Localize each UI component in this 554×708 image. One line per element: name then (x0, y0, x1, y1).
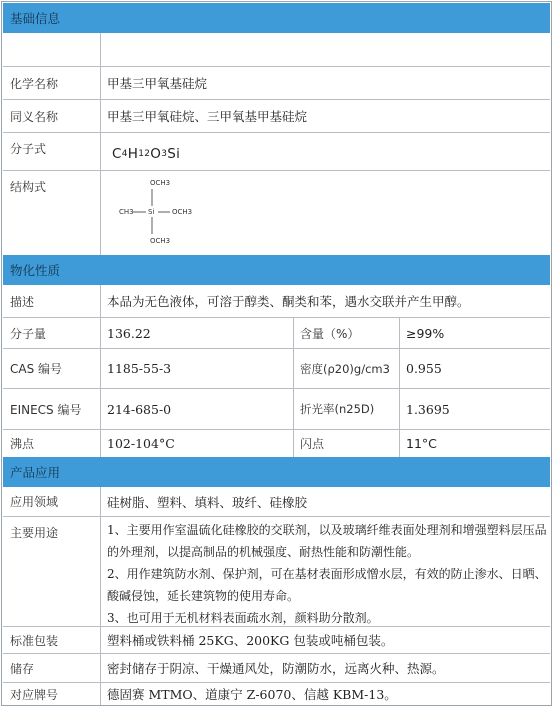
row-main-uses (3, 516, 550, 626)
row-packaging (3, 626, 550, 653)
section-header-application (3, 457, 550, 487)
row-label: 同义名称 (10, 109, 59, 124)
row-value: 密封储存于阴凉、干燥通风处，防潮防水，远离火种、热源。 (107, 661, 445, 676)
product-spec-sheet (1, 1, 552, 706)
row-value-2: 1.3695 (406, 401, 450, 417)
row-label: EINECS 编号 (10, 402, 82, 417)
row-value: 硅树脂、塑料、填料、玻纤、硅橡胶 (107, 494, 308, 510)
row-label-2: 含量（%） (300, 326, 360, 341)
row-synonyms (3, 99, 550, 132)
row-structure (3, 170, 550, 255)
row-value-2: 11°C (406, 436, 437, 451)
struct-right-group: OCH3 (172, 208, 193, 216)
section-header-basic-info (3, 3, 550, 33)
row-value: 德固赛 MTMO、道康宁 Z-6070、信越 KBM-13。 (107, 687, 397, 702)
row-formula (3, 132, 550, 170)
row-application-field (3, 487, 550, 516)
row-label: 沸点 (10, 437, 35, 451)
row-label: 标准包装 (10, 633, 59, 648)
row-value: 136.22 (107, 325, 151, 341)
row-label: 主要用途 (10, 526, 59, 540)
row-cas (3, 348, 550, 388)
row-label-2: 闪点 (300, 437, 325, 451)
row-label: 储存 (10, 661, 35, 676)
structural-formula (103, 171, 223, 255)
row-chemical-name (3, 66, 550, 99)
struct-top-group: OCH3 (150, 179, 171, 187)
row-label: 分子量 (10, 326, 47, 341)
row-value: 塑料桶或铁料桶 25KG、200KG 包装或吨桶包装。 (107, 633, 394, 648)
section-title: 产品应用 (10, 465, 61, 480)
struct-bottom-group: OCH3 (150, 237, 171, 245)
row-label: 分子式 (10, 142, 47, 156)
uses-line: 2、用作建筑防水剂、保护剂，可在基材表面形成憎水层，有效的防止渗水、日晒、 (107, 567, 547, 581)
row-label: 对应牌号 (10, 687, 59, 702)
uses-line: 的外理剂，以提高制品的机械强度、耐热性能和防潮性能。 (107, 545, 420, 559)
molecular-formula: C 4 H 12 O 3 Si (112, 145, 181, 162)
row-molecular-weight (3, 317, 550, 348)
row-value: 本品为无色液体，可溶于醇类、酮类和苯，遇水交联并产生甲醇。 (107, 294, 470, 309)
row-value: 甲基三甲氧硅烷、三甲氧基甲基硅烷 (107, 109, 308, 124)
uses-line: 1、主要用作室温硫化硅橡胶的交联剂，以及玻璃纤维表面处理剂和增强塑料层压品 (107, 523, 547, 537)
row-label: 结构式 (10, 180, 47, 194)
row-value-2: 0.955 (406, 361, 442, 376)
section-header-physchem (3, 255, 550, 285)
row-value: 214-685-0 (107, 401, 172, 417)
row-label: 应用领域 (10, 495, 59, 509)
row-storage (3, 653, 550, 682)
row-label-2: 密度(ρ20)g/cm3 (300, 361, 390, 376)
row-value: 1185-55-3 (107, 361, 172, 376)
row-label: 化学名称 (10, 76, 59, 91)
uses-text-block (100, 517, 550, 626)
row-brands (3, 682, 550, 705)
blank-row (3, 33, 550, 66)
row-label: CAS 编号 (10, 362, 63, 376)
uses-line: 3、也可用于无机材料表面疏水剂，颜料助分散剂。 (107, 611, 379, 625)
section-title: 物化性质 (10, 263, 61, 278)
row-label-2: 折光率(n25D) (300, 402, 375, 416)
row-einecs (3, 388, 550, 429)
uses-line: 酸碱侵蚀，延长建筑物的使用寿命。 (107, 589, 300, 603)
row-description (3, 285, 550, 317)
row-label: 描述 (10, 294, 35, 309)
row-value: 甲基三甲氧基硅烷 (107, 76, 208, 91)
section-title: 基础信息 (10, 11, 61, 26)
struct-center-atom: Si (148, 208, 155, 216)
row-boiling-point (3, 429, 550, 457)
struct-left-group: CH3 (119, 208, 134, 216)
row-value-2: ≥99% (406, 325, 445, 341)
row-value: 102-104°C (107, 436, 175, 451)
